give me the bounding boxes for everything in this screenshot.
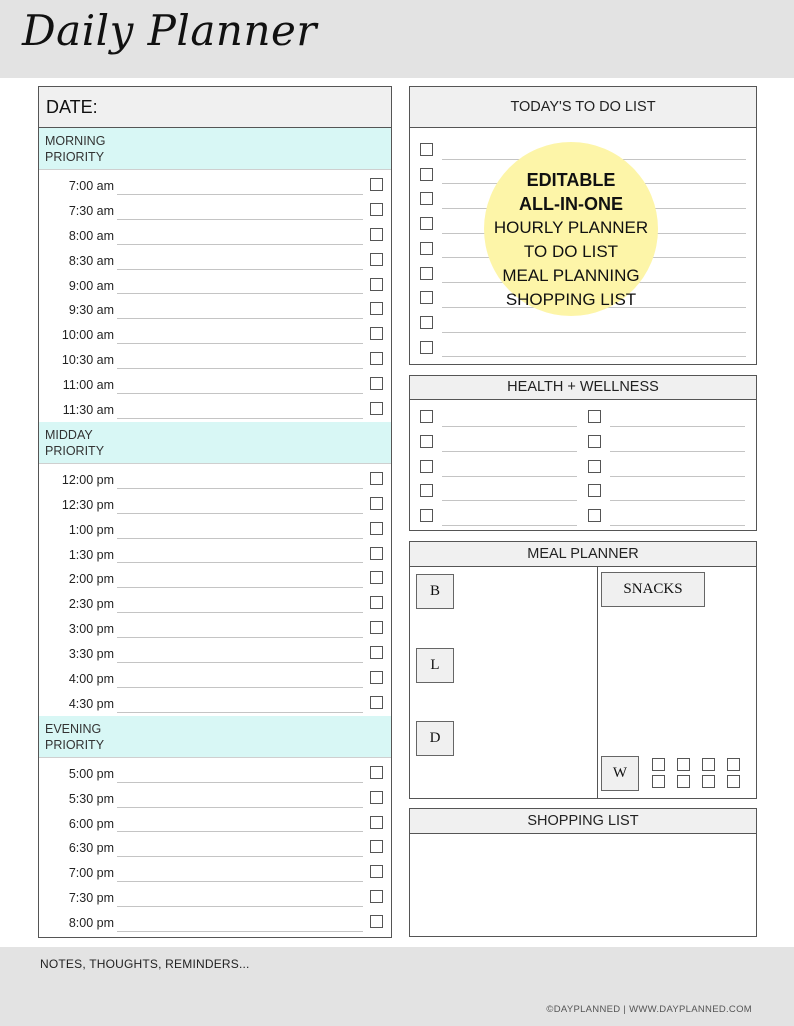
time-label: 10:30 am (61, 353, 114, 368)
breakfast-box[interactable]: B (416, 574, 454, 609)
health-item-col1 (420, 456, 577, 481)
time-slot (39, 542, 391, 567)
time-slot-line[interactable] (117, 662, 363, 663)
health-checkbox[interactable] (588, 460, 601, 473)
time-label: 7:00 pm (68, 866, 114, 881)
water-checkbox[interactable] (702, 775, 715, 788)
time-slot-checkbox[interactable] (370, 547, 383, 560)
time-slot (39, 811, 391, 836)
shopping-list-heading: SHOPPING LIST (410, 809, 756, 834)
promo-badge: EDITABLE ALL-IN-ONE HOURLY PLANNER TO DO LIST MEAL PLANNING SHOPPING LIST (484, 142, 658, 316)
time-slot-checkbox[interactable] (370, 791, 383, 804)
meal-planner-panel (409, 541, 757, 799)
time-slot-checkbox[interactable] (370, 816, 383, 829)
time-slot (39, 835, 391, 860)
health-line[interactable] (610, 451, 745, 452)
health-checkbox[interactable] (588, 410, 601, 423)
time-slot-line[interactable] (117, 393, 363, 394)
time-slot-line[interactable] (117, 219, 363, 220)
health-line[interactable] (610, 500, 745, 501)
time-label: 9:00 am (68, 278, 114, 293)
time-slot-line[interactable] (117, 612, 363, 613)
water-checkbox[interactable] (652, 758, 665, 771)
todo-checkbox[interactable] (420, 267, 433, 280)
time-slot (39, 198, 391, 223)
time-slot (39, 910, 391, 935)
time-slot-checkbox[interactable] (370, 915, 383, 928)
time-slot-line[interactable] (117, 418, 363, 419)
time-slot-checkbox[interactable] (370, 352, 383, 365)
todo-item (420, 312, 746, 337)
time-slot-line[interactable] (117, 687, 363, 688)
time-slot-checkbox[interactable] (370, 766, 383, 779)
time-slot-checkbox[interactable] (370, 890, 383, 903)
water-checkbox[interactable] (677, 775, 690, 788)
time-slot-line[interactable] (117, 194, 363, 195)
time-slot-checkbox[interactable] (370, 696, 383, 709)
time-label: 6:00 pm (68, 816, 114, 831)
water-checkbox[interactable] (652, 775, 665, 788)
health-line[interactable] (442, 500, 577, 501)
todo-checkbox[interactable] (420, 291, 433, 304)
time-label: 7:00 am (68, 179, 114, 193)
health-item-col2 (588, 406, 745, 431)
health-item-col1 (420, 406, 577, 431)
time-slot-checkbox[interactable] (370, 671, 383, 684)
copyright: ©DAYPLANNED | WWW.DAYPLANNED.COM (546, 1004, 752, 1015)
health-item-col1 (420, 431, 577, 456)
time-slot-checkbox[interactable] (370, 253, 383, 266)
meal-divider (597, 567, 598, 798)
time-slot-line[interactable] (117, 244, 363, 245)
time-slot (39, 566, 391, 591)
time-slot (39, 691, 391, 716)
hourly-schedule (38, 86, 392, 938)
time-slot-checkbox[interactable] (370, 840, 383, 853)
time-label: 12:30 pm (61, 497, 114, 512)
morning-priority-header[interactable]: MORNING PRIORITY (39, 128, 391, 170)
time-label: 11:30 am (62, 403, 114, 418)
time-label: 3:00 pm (68, 622, 114, 637)
time-slot-line[interactable] (117, 538, 363, 539)
time-slot (39, 492, 391, 517)
time-slot (39, 273, 391, 298)
time-label: 2:00 pm (68, 572, 114, 587)
time-slot-line[interactable] (117, 368, 363, 369)
health-line[interactable] (610, 426, 745, 427)
time-label: 6:30 pm (68, 841, 114, 856)
todo-checkbox[interactable] (420, 217, 433, 230)
time-slot (39, 761, 391, 786)
time-slot (39, 397, 391, 422)
time-slot-checkbox[interactable] (370, 228, 383, 241)
lunch-box[interactable]: L (416, 648, 454, 683)
health-item-col2 (588, 505, 745, 530)
time-label: 8:30 am (68, 253, 114, 268)
time-slot-line[interactable] (117, 562, 363, 563)
time-slot-line[interactable] (117, 906, 363, 907)
time-label: 9:30 am (68, 303, 114, 318)
time-slot-line[interactable] (117, 293, 363, 294)
time-slot-checkbox[interactable] (370, 522, 383, 535)
time-slot-line[interactable] (117, 807, 363, 808)
time-slot-line[interactable] (117, 637, 363, 638)
time-slot-checkbox[interactable] (370, 178, 383, 191)
snacks-box[interactable]: SNACKS (601, 572, 705, 607)
time-slot-line[interactable] (117, 856, 363, 857)
time-slot-checkbox[interactable] (370, 203, 383, 216)
time-slot-checkbox[interactable] (370, 278, 383, 291)
date-label: DATE: (46, 97, 98, 117)
time-slot-line[interactable] (117, 931, 363, 932)
time-label: 4:00 pm (68, 672, 114, 687)
time-slot-line[interactable] (117, 488, 363, 489)
midday-slots (39, 467, 391, 716)
time-slot-line[interactable] (117, 343, 363, 344)
health-item-col2 (588, 431, 745, 456)
time-slot-checkbox[interactable] (370, 621, 383, 634)
time-slot-line[interactable] (117, 587, 363, 588)
time-slot-checkbox[interactable] (370, 571, 383, 584)
health-wellness-panel (409, 375, 757, 531)
time-slot-checkbox[interactable] (370, 865, 383, 878)
water-checkbox[interactable] (727, 775, 740, 788)
time-label: 7:30 am (68, 203, 114, 218)
time-slot (39, 885, 391, 910)
health-checkbox[interactable] (420, 460, 433, 473)
time-label: 1:00 pm (68, 522, 114, 537)
water-checkbox[interactable] (677, 758, 690, 771)
midday-priority-header[interactable]: MIDDAY PRIORITY (39, 422, 391, 464)
time-slot-line[interactable] (117, 782, 363, 783)
todo-checkbox[interactable] (420, 242, 433, 255)
water-box[interactable]: W (601, 756, 639, 791)
time-slot (39, 248, 391, 273)
health-item-col2 (588, 480, 745, 505)
page-title: Daily Planner (22, 6, 317, 55)
time-label: 11:00 am (62, 378, 114, 393)
time-label: 8:00 pm (68, 916, 114, 931)
shopping-list-panel (409, 808, 757, 937)
time-label: 5:00 pm (68, 766, 114, 781)
todo-list-heading: TODAY'S TO DO LIST (410, 87, 756, 128)
todo-line[interactable] (442, 356, 746, 357)
dinner-box[interactable]: D (416, 721, 454, 756)
time-slot-line[interactable] (117, 712, 363, 713)
health-checkbox[interactable] (420, 435, 433, 448)
notes-label[interactable]: NOTES, THOUGHTS, REMINDERS... (40, 957, 250, 971)
date-field[interactable] (39, 87, 391, 128)
time-label: 10:00 am (61, 328, 114, 343)
health-wellness-heading: HEALTH + WELLNESS (410, 376, 756, 400)
todo-checkbox[interactable] (420, 192, 433, 205)
time-slot (39, 223, 391, 248)
water-checkbox[interactable] (727, 758, 740, 771)
time-slot (39, 591, 391, 616)
time-label: 8:00 am (68, 228, 114, 243)
health-checkbox[interactable] (420, 484, 433, 497)
health-item-col2 (588, 456, 745, 481)
health-line[interactable] (442, 525, 577, 526)
time-slot (39, 616, 391, 641)
todo-checkbox[interactable] (420, 143, 433, 156)
time-slot-checkbox[interactable] (370, 497, 383, 510)
time-slot (39, 517, 391, 542)
time-slot-checkbox[interactable] (370, 327, 383, 340)
time-slot-line[interactable] (117, 881, 363, 882)
time-label: 3:30 pm (68, 647, 114, 662)
time-slot-line[interactable] (117, 831, 363, 832)
morning-slots (39, 173, 391, 422)
time-slot (39, 641, 391, 666)
time-label: 2:30 pm (68, 597, 114, 612)
time-slot (39, 786, 391, 811)
time-label: 7:30 pm (68, 891, 114, 906)
time-slot-checkbox[interactable] (370, 596, 383, 609)
health-line[interactable] (442, 451, 577, 452)
evening-priority-header[interactable]: EVENING PRIORITY (39, 716, 391, 758)
water-checkbox[interactable] (702, 758, 715, 771)
time-slot (39, 666, 391, 691)
todo-checkbox[interactable] (420, 316, 433, 329)
time-slot-checkbox[interactable] (370, 302, 383, 315)
health-line[interactable] (610, 525, 745, 526)
health-checkbox[interactable] (420, 410, 433, 423)
health-checkbox[interactable] (588, 509, 601, 522)
time-slot (39, 322, 391, 347)
time-slot-line[interactable] (117, 513, 363, 514)
time-slot-checkbox[interactable] (370, 472, 383, 485)
todo-checkbox[interactable] (420, 341, 433, 354)
time-slot (39, 297, 391, 322)
health-item-col1 (420, 505, 577, 530)
time-slot-checkbox[interactable] (370, 402, 383, 415)
health-checkbox[interactable] (420, 509, 433, 522)
health-line[interactable] (442, 426, 577, 427)
health-item-col1 (420, 480, 577, 505)
time-label: 5:30 pm (68, 791, 114, 806)
time-slot-checkbox[interactable] (370, 377, 383, 390)
time-slot (39, 173, 391, 198)
time-slot-line[interactable] (117, 269, 363, 270)
todo-checkbox[interactable] (420, 168, 433, 181)
time-slot-line[interactable] (117, 318, 363, 319)
time-slot-checkbox[interactable] (370, 646, 383, 659)
todo-item (420, 337, 746, 362)
health-line[interactable] (442, 476, 577, 477)
health-checkbox[interactable] (588, 484, 601, 497)
time-slot (39, 860, 391, 885)
health-line[interactable] (610, 476, 745, 477)
meal-planner-heading: MEAL PLANNER (410, 542, 756, 567)
todo-line[interactable] (442, 332, 746, 333)
time-label: 1:30 pm (68, 547, 114, 562)
time-slot (39, 347, 391, 372)
time-slot (39, 372, 391, 397)
evening-slots (39, 761, 391, 935)
time-label: 12:00 pm (61, 472, 114, 487)
health-checkbox[interactable] (588, 435, 601, 448)
time-slot (39, 467, 391, 492)
time-label: 4:30 pm (68, 696, 114, 711)
